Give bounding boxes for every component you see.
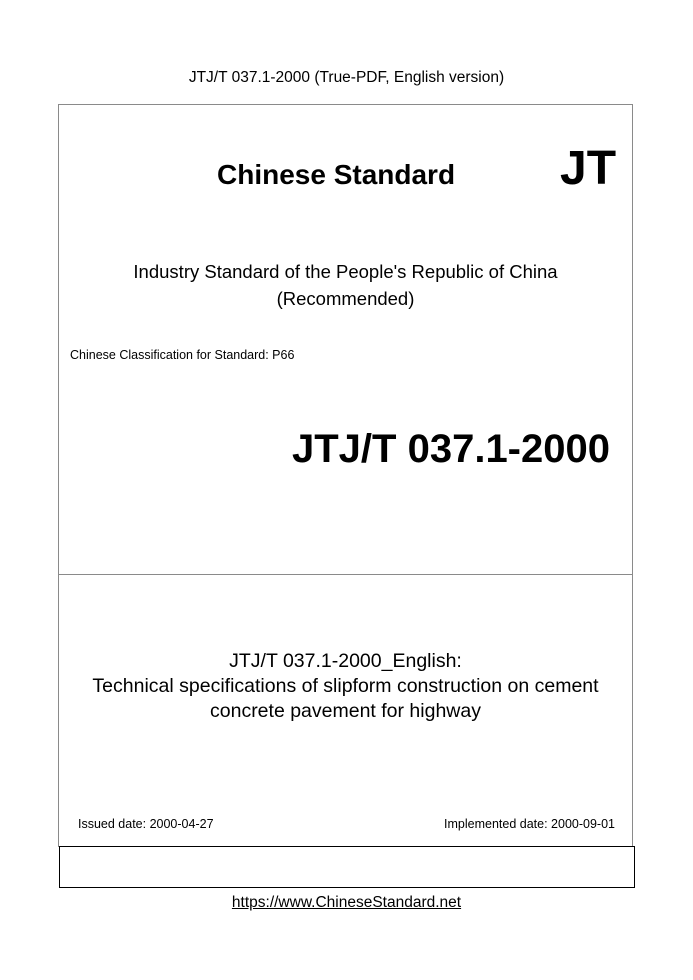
document-title: [58, 649, 633, 724]
standard-number: JTJ/T 037.1-2000: [292, 427, 610, 471]
cover-bottom-box: [59, 846, 635, 888]
industry-line-2: (Recommended): [276, 288, 415, 309]
industry-line-1: Industry Standard of the People's Republic of China: [133, 261, 558, 282]
implemented-date: Implemented date: 2000-09-01: [444, 817, 615, 831]
classification-text: Chinese Classification for Standard: P66: [70, 348, 295, 362]
issued-date: Issued date: 2000-04-27: [78, 817, 214, 831]
title-line-3: concrete pavement for highway: [210, 700, 481, 722]
industry-standard-text: [58, 258, 633, 312]
jt-mark: JT: [560, 142, 617, 195]
title-line-2: Technical specifications of slipform construction on cement: [92, 675, 599, 697]
page-header: JTJ/T 037.1-2000 (True-PDF, English version): [188, 69, 505, 86]
chinese-standard-heading: Chinese Standard: [217, 159, 456, 190]
title-line-1: JTJ/T 037.1-2000_English:: [229, 650, 462, 672]
footer-website-link[interactable]: https://www.ChineseStandard.net: [231, 894, 462, 911]
